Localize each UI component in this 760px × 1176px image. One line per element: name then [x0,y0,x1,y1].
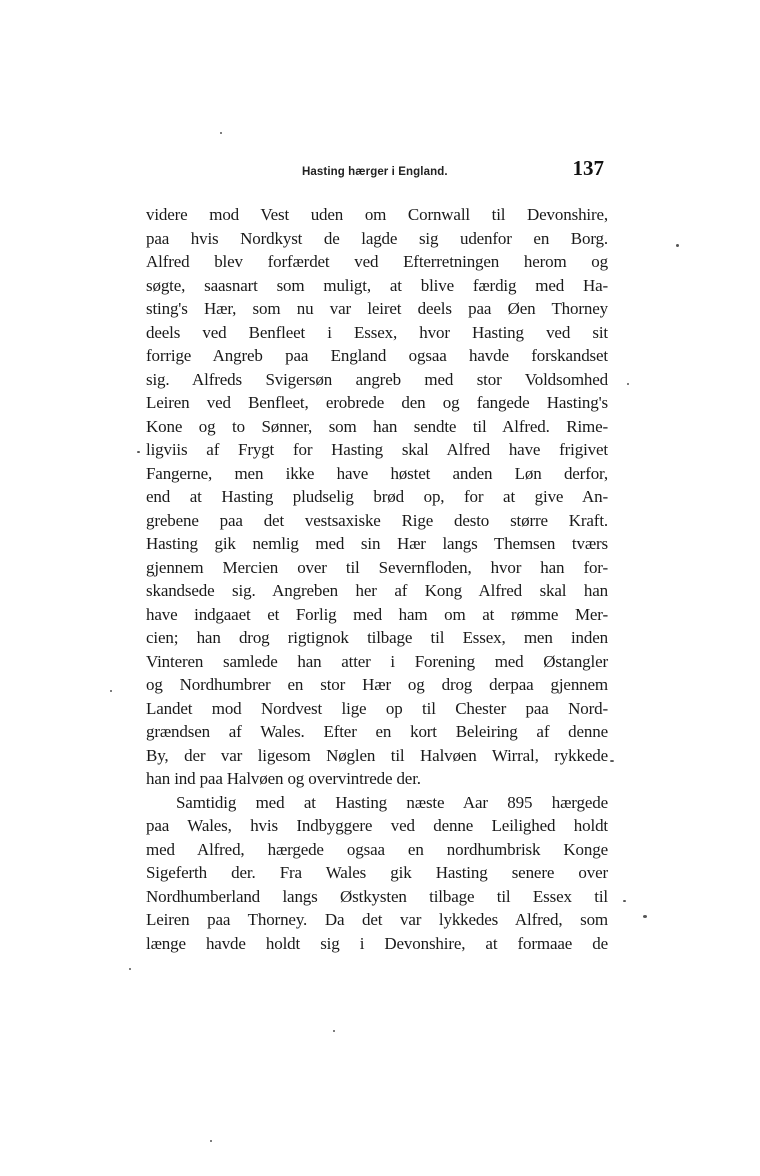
text-line: skandsede sig. Angreben her af Kong Alfred skal han [146,581,608,600]
text-line: Kone og to Sønner, som han sendte til Alfred. Rime- [146,416,608,436]
text-line: længe havde holdt sig i Devonshire, at formaae de [146,933,608,953]
scan-speck [220,132,222,134]
text-line: søgte, saasnart som muligt, at blive færdig med Ha- [146,275,608,295]
text-line: deels ved Benfleet i Essex, hvor Hasting ved sit [146,322,608,342]
scan-speck [610,760,614,762]
text-line: paa Wales, hvis Indbyggere ved denne Leilighed holdt [146,816,608,835]
text-line: paa hvis Nordkyst de lagde sig udenfor en Borg. [146,228,608,248]
text-line: Leiren ved Benfleet, erobrede den og fangede Hasting's [146,393,608,412]
scan-speck [627,383,629,385]
text-line: med Alfred, hærgede ogsaa en nordhumbrisk Konge [146,839,608,859]
scan-speck [623,900,626,902]
text-line: forrige Angreb paa England ogsaa havde forskandset [146,346,608,365]
text-line: grændsen af Wales. Efter en kort Beleiring af denne [146,722,608,741]
running-title: Hasting hærger i England. [302,166,448,178]
text-line: han ind paa Halvøen og overvintrede der. [146,769,421,788]
scan-speck [333,1030,335,1032]
text-line: Hasting gik nemlig med sin Hær langs Themsen tværs [146,534,608,553]
scan-speck [137,451,140,453]
text-line-paragraph-start: Samtidig med at Hasting næste Aar 895 hærgede [176,792,608,812]
text-line: grebene paa det vestsaxiske Rige desto større Kraft. [146,510,608,530]
page-header [146,156,608,192]
text-line: Leiren paa Thorney. Da det var lykkedes Alfred, som [146,910,608,929]
text-line: Vinteren samlede han atter i Forening med Østangler [146,651,608,671]
scan-speck [210,1140,212,1142]
page-number: 137 [572,156,604,180]
text-line: Sigeferth der. Fra Wales gik Hasting senere over [146,863,608,882]
text-line: have indgaaet et Forlig med ham om at rømme Mer- [146,604,608,624]
text-line: Fangerne, men ikke have høstet anden Løn derfor, [146,463,608,483]
text-line: Landet mod Nordvest lige op til Chester paa Nord- [146,698,608,718]
text-line: end at Hasting pludselig brød op, for at give An- [146,487,608,506]
text-line: sig. Alfreds Svigersøn angreb med stor Voldsomhed [146,369,608,389]
text-line: sting's Hær, som nu var leiret deels paa Øen Thorney [146,299,608,318]
text-line: gjennem Mercien over til Severnfloden, hvor han for- [146,557,608,577]
text-line: Nordhumberland langs Østkysten tilbage til Essex til [146,886,608,906]
body-text [146,203,608,955]
text-line: By, der var ligesom Nøglen til Halvøen Wirral, rykkede [146,745,608,765]
scan-speck [643,915,647,918]
scan-speck [110,690,112,692]
text-line: ligviis af Frygt for Hasting skal Alfred have frigivet [146,440,608,459]
text-line: og Nordhumbrer en stor Hær og drog derpaa gjennem [146,675,608,694]
text-line: videre mod Vest uden om Cornwall til Devonshire, [146,205,608,224]
text-line: cien; han drog rigtignok tilbage til Essex, men inden [146,628,608,647]
text-line: Alfred blev forfærdet ved Efterretningen herom og [146,252,608,271]
scan-speck [676,244,679,247]
scan-speck [129,968,131,970]
